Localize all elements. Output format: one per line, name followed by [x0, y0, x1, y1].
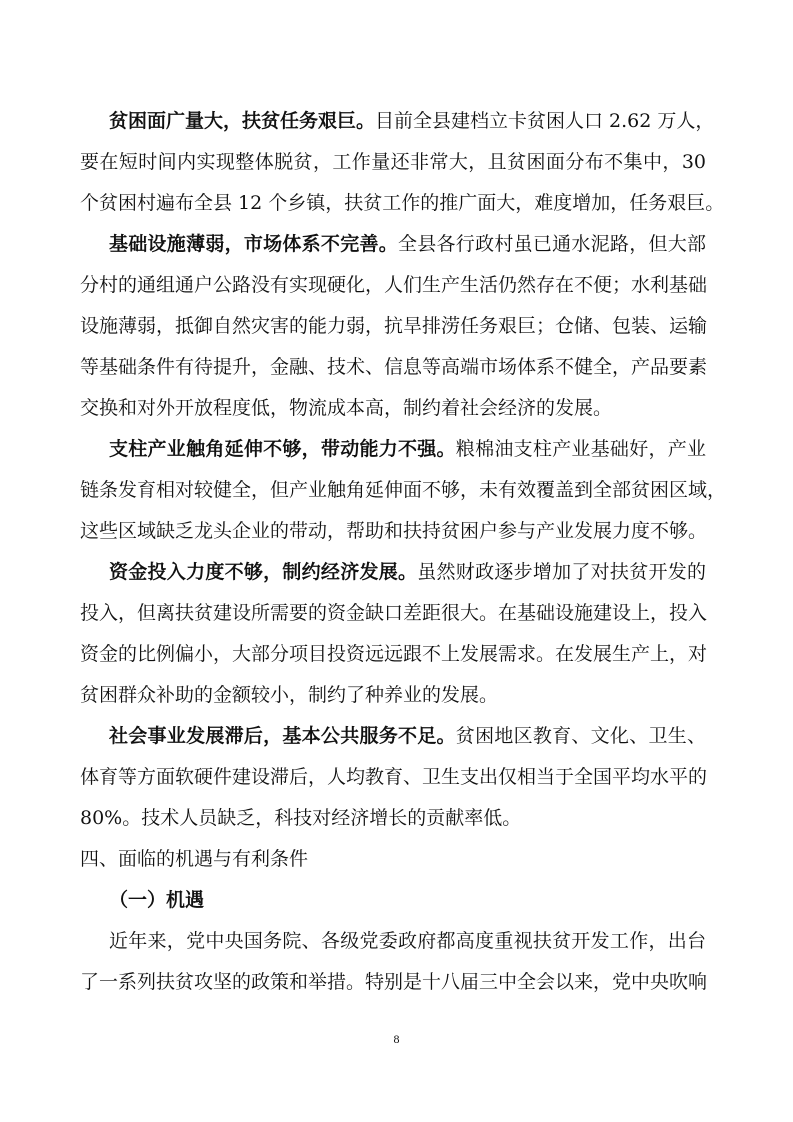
text-line: 80%。技术人员缺乏，科技对经济增长的贡献率低。	[80, 807, 522, 829]
text-line: 资金的比例偏小，大部分项目投资远远跟不上发展需求。在发展生产上，对	[80, 643, 708, 665]
text-line: 这些区域缺乏龙头企业的带动，帮助和扶持贫困户参与产业发展力度不够。	[80, 520, 708, 542]
text-line: 交换和对外开放程度低，物流成本高，制约着社会经济的发展。	[80, 397, 613, 419]
subsection-heading: （一）机遇	[109, 889, 205, 911]
paragraph-poverty-scope	[80, 101, 725, 224]
text-line: 要在短时间内实现整体脱贫，工作量还非常大，且贫困面分布不集中，30	[80, 151, 706, 173]
page-number: 8	[393, 1032, 400, 1046]
paragraph-public-services	[80, 716, 706, 839]
paragraph-pillar-industry	[80, 429, 727, 552]
paragraph-lead: 基础设施薄弱，市场体系不完善。	[109, 233, 398, 255]
text-line: 投入，但离扶贫建设所需要的资金缺口差距很大。在基础设施建设上，投入	[80, 602, 708, 624]
text-line: 近年来，党中央国务院、各级党委政府都高度重视扶贫开发工作，出台	[109, 930, 706, 952]
paragraph-lead: 贫困面广量大，扶贫任务艰巨。	[109, 110, 376, 132]
paragraph-opportunities	[80, 921, 706, 1003]
text-line: 贫困群众补助的金额较小，制约了种养业的发展。	[80, 684, 499, 706]
document-body	[80, 101, 727, 1003]
section-heading: 四、面临的机遇与有利条件	[80, 848, 309, 870]
paragraph-lead: 支柱产业触角延伸不够，带动能力不强。	[109, 438, 456, 460]
text-line: 设施薄弱，抵御自然灾害的能力弱，抗旱排涝任务艰巨；仓储、包装、运输	[80, 315, 708, 337]
text-line	[80, 429, 706, 470]
paragraph-funding	[80, 552, 706, 716]
text-line	[80, 101, 715, 142]
text-line	[80, 224, 706, 265]
text: 虽然财政逐步增加了对扶贫开发的	[417, 561, 706, 583]
text-line: 链条发育相对较健全，但产业触角延伸面不够，未有效覆盖到全部贫困区域，	[80, 479, 727, 501]
text: 目前全县建档立卡贫困人口 2.62 万人，	[375, 110, 715, 132]
text: 贫困地区教育、文化、卫生、	[455, 725, 706, 747]
text-line: 等基础条件有待提升，金融、技术、信息等高端市场体系不健全，产品要素	[80, 356, 708, 378]
text-line	[80, 552, 706, 593]
paragraph-lead: 资金投入力度不够，制约经济发展。	[109, 561, 418, 583]
text-line: 了一系列扶贫攻坚的政策和举措。特别是十八届三中全会以来，党中央吹响	[80, 971, 708, 993]
text: 粮棉油支柱产业基础好，产业	[455, 438, 706, 460]
text-line	[80, 716, 706, 757]
paragraph-infrastructure	[80, 224, 706, 429]
text: 全县各行政村虽已通水泥路，但大部	[398, 233, 706, 255]
text-line: 分村的通组通户公路没有实现硬化，人们生产生活仍然存在不便；水利基础	[80, 274, 708, 296]
paragraph-lead: 社会事业发展滞后，基本公共服务不足。	[109, 725, 456, 747]
text-line: 个贫困村遍布全县 12 个乡镇，扶贫工作的推广面大，难度增加，任务艰巨。	[80, 192, 725, 214]
text-line: 体育等方面软硬件建设滞后，人均教育、卫生支出仅相当于全国平均水平的	[80, 766, 708, 788]
